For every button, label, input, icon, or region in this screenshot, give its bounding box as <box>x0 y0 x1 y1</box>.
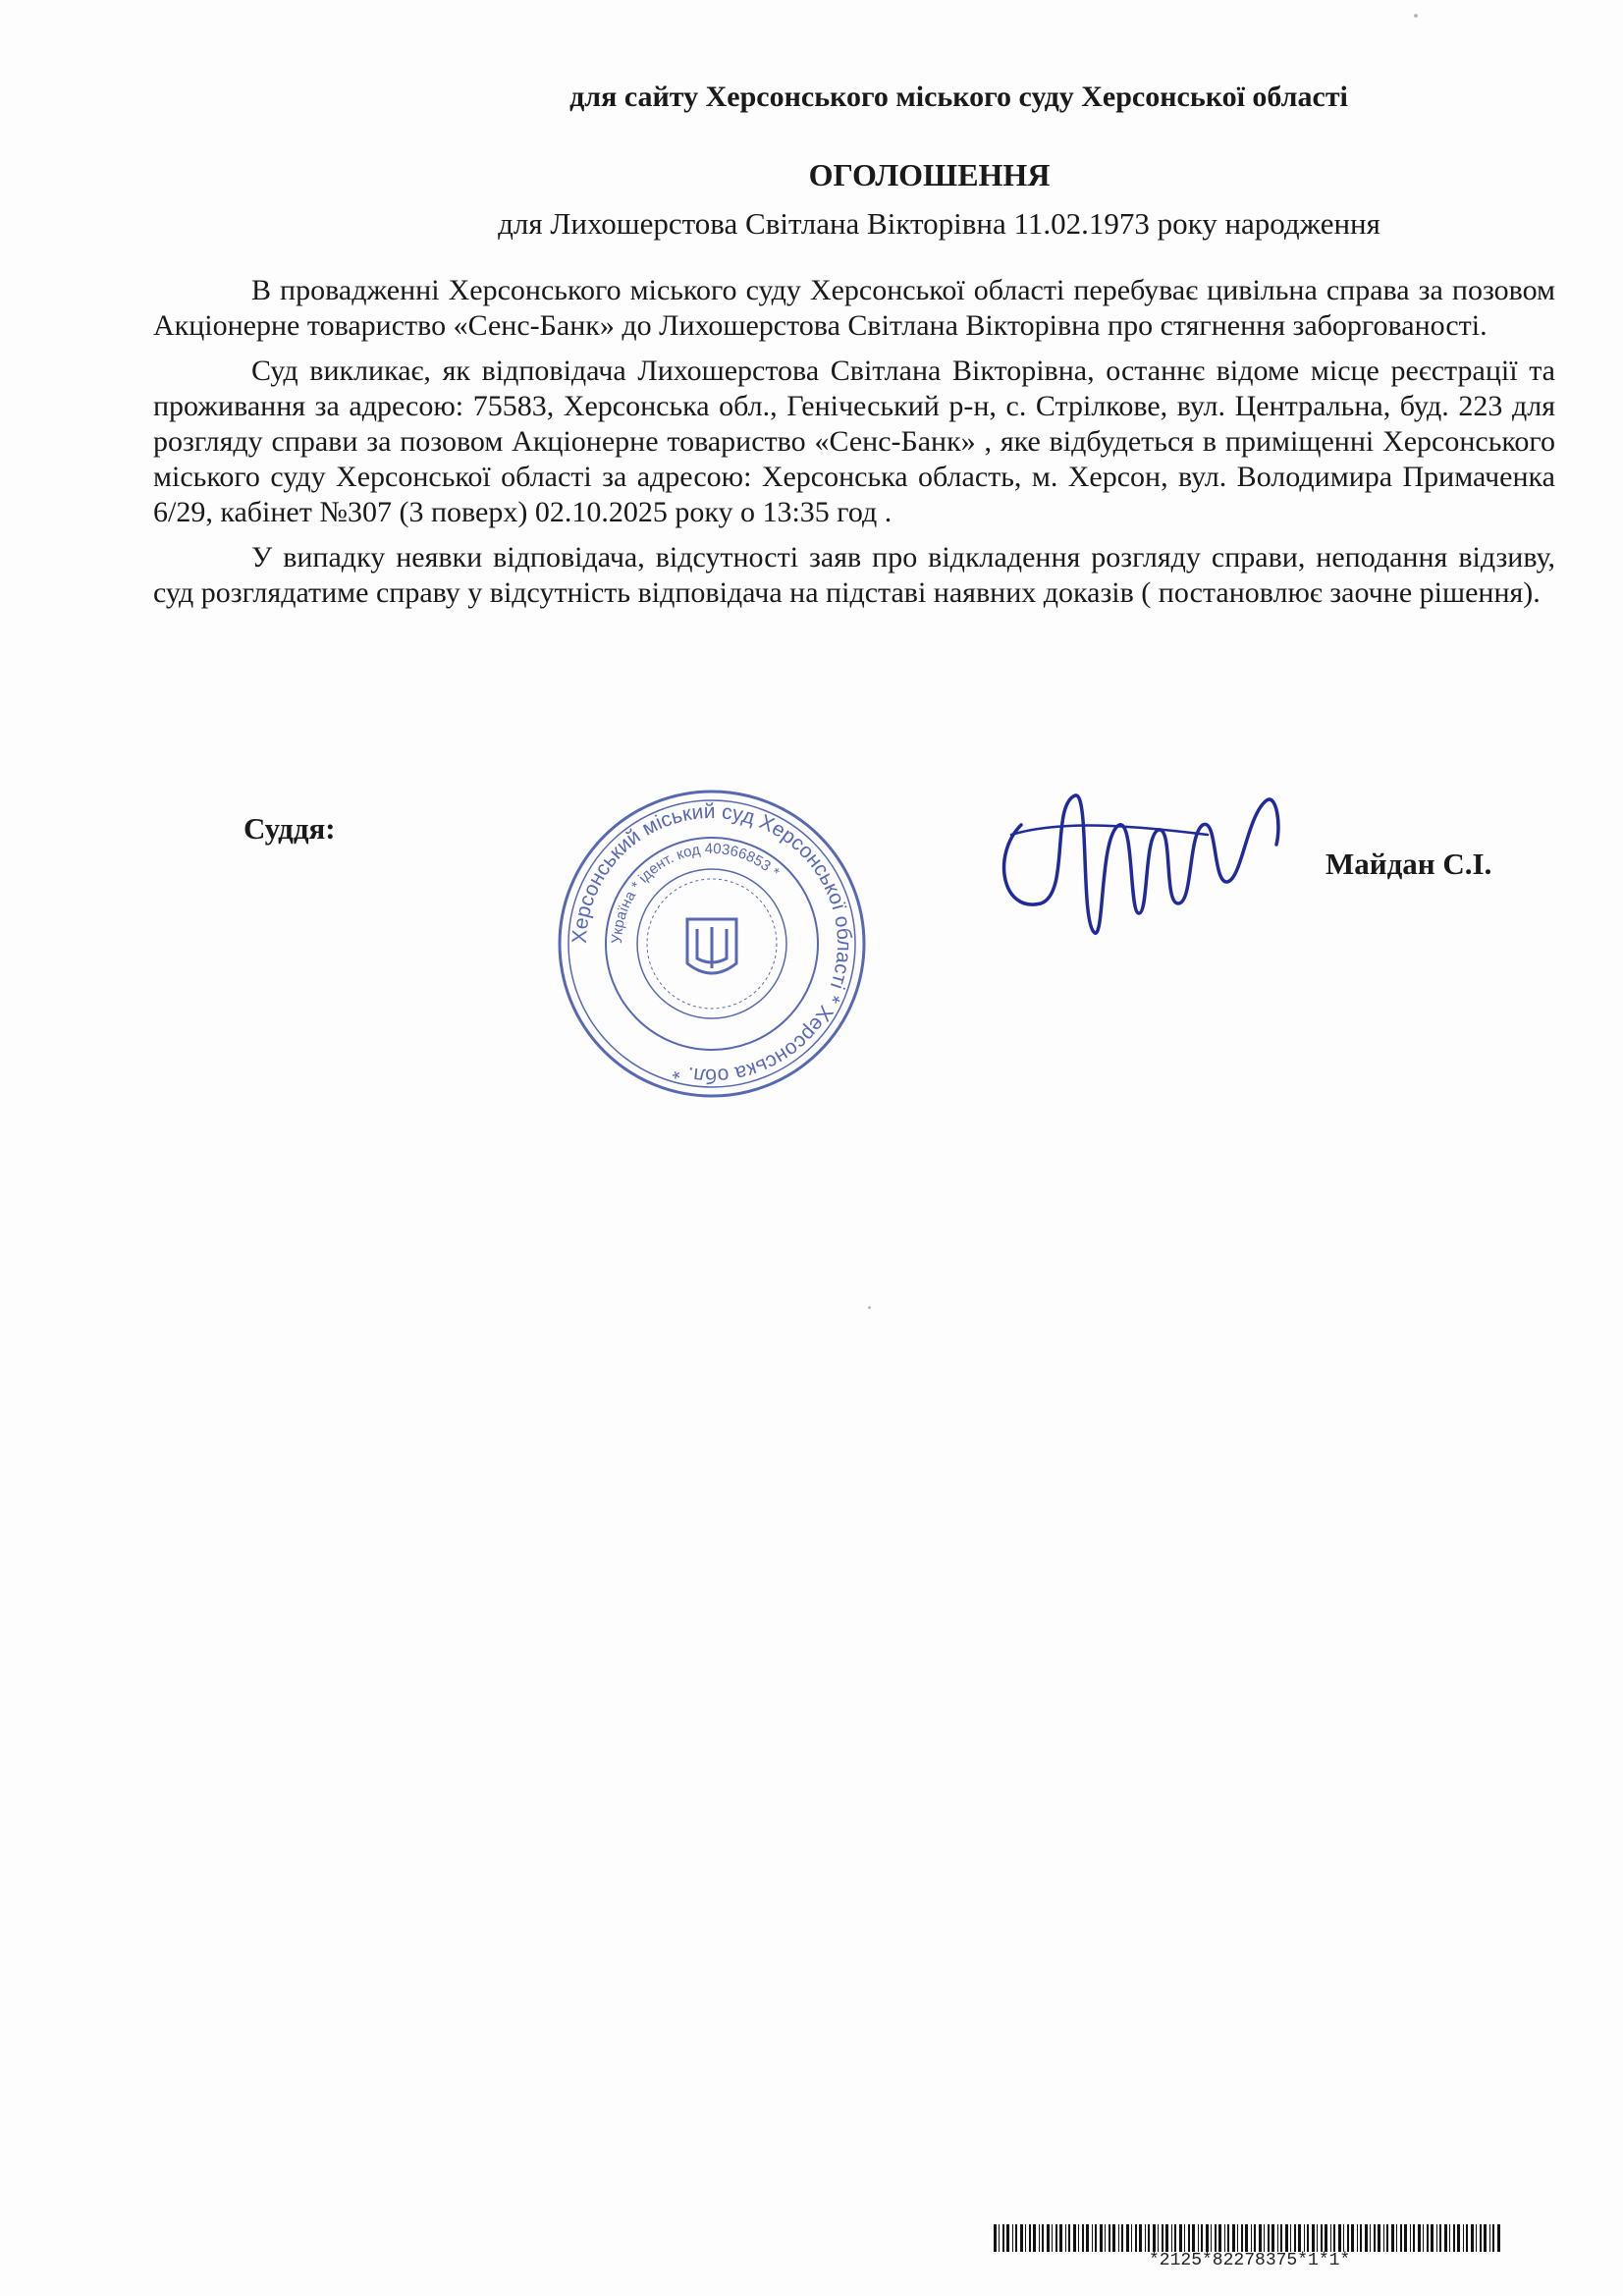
barcode-bar <box>1145 2224 1146 2252</box>
barcode-bar <box>1245 2224 1248 2252</box>
barcode-bar <box>1471 2224 1474 2252</box>
barcode-bar <box>1383 2224 1384 2252</box>
barcode-bar <box>1449 2224 1450 2252</box>
barcode-bar <box>1264 2224 1265 2252</box>
barcode-bar <box>1121 2224 1123 2252</box>
barcode-bar <box>1131 2224 1132 2252</box>
barcode-bar <box>1109 2224 1110 2252</box>
scan-speck <box>868 1306 871 1309</box>
barcode-bar <box>1277 2224 1278 2252</box>
barcode-bar <box>1184 2224 1185 2252</box>
barcode-bar <box>1386 2224 1388 2252</box>
barcode-bar <box>1400 2224 1402 2252</box>
barcode-bar <box>1457 2224 1460 2252</box>
barcode-bar <box>1271 2224 1274 2252</box>
barcode-bar <box>1086 2224 1089 2252</box>
barcode-bar <box>1241 2224 1243 2252</box>
barcode-bar <box>1259 2224 1262 2252</box>
barcode-bar <box>1338 2224 1341 2252</box>
barcode-bar <box>1033 2224 1036 2252</box>
barcode-bar <box>1039 2224 1040 2252</box>
barcode-bar <box>1006 2224 1009 2252</box>
document-subtitle: для Лихошерстова Світлана Вікторівна 11.02.1973 року народження <box>498 206 1380 241</box>
barcode-bar <box>1055 2224 1057 2252</box>
barcode-bar <box>1423 2224 1424 2252</box>
barcode-bar <box>1378 2224 1380 2252</box>
barcode-bar <box>1391 2224 1394 2252</box>
barcode-bar <box>1025 2224 1026 2252</box>
barcode-bar <box>1215 2224 1217 2252</box>
scan-speck <box>1414 14 1418 18</box>
seal-outer-text: Херсонський міський суд Херсонської області * Херсонська обл. * <box>568 799 856 1088</box>
barcode-bar <box>1463 2224 1464 2252</box>
judge-name: Майдан С.І. <box>1325 847 1492 881</box>
barcode-bar <box>1410 2224 1411 2252</box>
barcode-text: *2125*82278375*1*1* <box>1149 2251 1351 2270</box>
barcode-bar <box>1068 2224 1070 2252</box>
barcode-bar <box>1466 2224 1468 2252</box>
barcode-bar <box>1118 2224 1119 2252</box>
barcode-bar <box>1484 2224 1487 2252</box>
barcode-bar <box>1307 2224 1309 2252</box>
barcode <box>994 2224 1504 2252</box>
barcode-bar <box>1218 2224 1221 2252</box>
barcode-bar <box>1201 2224 1203 2252</box>
barcode-bar <box>1365 2224 1368 2252</box>
barcode-bar <box>1427 2224 1429 2252</box>
barcode-bar <box>1082 2224 1084 2252</box>
barcode-bar <box>1492 2224 1494 2252</box>
barcode-bar <box>1112 2224 1115 2252</box>
barcode-bar <box>1179 2224 1182 2252</box>
barcode-bar <box>1268 2224 1270 2252</box>
barcode-bar <box>1370 2224 1371 2252</box>
barcode-bar <box>1347 2224 1349 2252</box>
barcode-bar <box>1092 2224 1093 2252</box>
barcode-bar <box>1148 2224 1150 2252</box>
paragraph-absence: У випадку неявки відповідача, відсутності заяв про відкладення розгляду справи, неподання відзиву, суд розглядатиме справу у відсутність відповідача на підставі наявних доказів ( постановлює заочне рішення). <box>153 541 1555 609</box>
barcode-bar <box>1047 2224 1050 2252</box>
barcode-bar <box>1126 2224 1129 2252</box>
barcode-bar <box>1095 2224 1097 2252</box>
barcode-bar <box>1431 2224 1434 2252</box>
barcode-bar <box>1002 2224 1004 2252</box>
barcode-bar <box>1042 2224 1044 2252</box>
barcode-bar <box>1439 2224 1441 2252</box>
barcode-bar <box>1436 2224 1437 2252</box>
barcode-bar <box>1298 2224 1301 2252</box>
barcode-bar <box>1188 2224 1190 2252</box>
barcode-bar <box>1290 2224 1291 2252</box>
document-title: ОГОЛОШЕННЯ <box>808 157 1051 192</box>
barcode-bar <box>1333 2224 1335 2252</box>
barcode-bar <box>1158 2224 1159 2252</box>
barcode-bar <box>1012 2224 1013 2252</box>
paragraph-summons: Суд викликає, як відповідача Лихошерстова Світлана Вікторівна, останнє відоме місце реєстрації та проживання за адресою: 75583, Херсонська обл., Генічеський р-н, с. Стрілкове, вул. Центральна, буд. 223 для розгляду справи за позовом Акціонерне товариство «Сенс-Банк» , яке відбудеться в приміщенні Херсонського міського суду Херсонської області за адресою: Херсонська область, м. Херсон, вул. Володимира Примаченка 6/29, кабінет №307 (3 поверх) 02.10.2025 року о 13:35 год . <box>153 355 1555 528</box>
barcode-bar <box>1317 2224 1318 2252</box>
barcode-bar <box>1100 2224 1103 2252</box>
barcode-bar <box>1285 2224 1288 2252</box>
barcode-bar <box>1294 2224 1296 2252</box>
barcode-bar <box>1065 2224 1066 2252</box>
barcode-bar <box>1224 2224 1225 2252</box>
barcode-bar <box>1312 2224 1315 2252</box>
barcode-bar <box>1211 2224 1212 2252</box>
barcode-bar <box>1232 2224 1235 2252</box>
barcode-bar <box>1165 2224 1168 2252</box>
barcode-bar <box>1015 2224 1017 2252</box>
barcode-bar <box>1343 2224 1344 2252</box>
barcode-bar <box>1174 2224 1176 2252</box>
barcode-bar <box>1206 2224 1209 2252</box>
barcode-bar <box>1237 2224 1238 2252</box>
barcode-bar <box>1330 2224 1331 2252</box>
barcode-bar <box>1171 2224 1172 2252</box>
barcode-bar <box>1059 2224 1062 2252</box>
barcode-bar <box>1073 2224 1076 2252</box>
paragraph-case: В провадженні Херсонського міського суду Херсонської області перебуває цивільна справа за позовом Акціонерне товариство «Сенс-Банк» до Лихошерстова Світлана Вікторівна про стягнення заборгованості. <box>153 274 1555 342</box>
barcode-bar <box>1078 2224 1079 2252</box>
barcode-bar <box>1254 2224 1256 2252</box>
barcode-bar <box>1489 2224 1490 2252</box>
trident-emblem-icon <box>687 919 736 973</box>
document-header: для сайту Херсонського міського суду Херсонської області <box>569 81 1348 113</box>
barcode-bar <box>994 2224 997 2252</box>
barcode-bar <box>1105 2224 1106 2252</box>
barcode-bar <box>1404 2224 1407 2252</box>
barcode-bar <box>1453 2224 1455 2252</box>
judge-signature <box>982 766 1316 953</box>
barcode-bar <box>1321 2224 1323 2252</box>
barcode-bar <box>1357 2224 1358 2252</box>
barcode-bar <box>1135 2224 1137 2252</box>
document-body <box>153 273 1555 621</box>
barcode-bar <box>1139 2224 1142 2252</box>
barcode-bar <box>1497 2224 1500 2252</box>
barcode-bar <box>1476 2224 1477 2252</box>
barcode-bar <box>1227 2224 1229 2252</box>
barcode-bar <box>1029 2224 1031 2252</box>
barcode-bar <box>1251 2224 1252 2252</box>
barcode-bar <box>1153 2224 1156 2252</box>
barcode-bar <box>1374 2224 1376 2252</box>
barcode-bar <box>1020 2224 1023 2252</box>
seal-inner-text: Україна * ідент. код 40366853 * <box>608 840 783 945</box>
barcode-bar <box>1304 2224 1305 2252</box>
barcode-bar <box>1162 2224 1163 2252</box>
barcode-bar <box>1418 2224 1421 2252</box>
judge-label: Суддя: <box>243 811 336 846</box>
barcode-bar <box>1351 2224 1354 2252</box>
barcode-bar <box>1480 2224 1482 2252</box>
barcode-bar <box>999 2224 1000 2252</box>
barcode-bar <box>1396 2224 1397 2252</box>
barcode-bar <box>1052 2224 1053 2252</box>
barcode-bar <box>1280 2224 1282 2252</box>
barcode-bar <box>1198 2224 1199 2252</box>
barcode-bar <box>1192 2224 1195 2252</box>
barcode-bar <box>1360 2224 1362 2252</box>
barcode-bar <box>1444 2224 1447 2252</box>
barcode-bar <box>1413 2224 1415 2252</box>
barcode-bar <box>1325 2224 1327 2252</box>
court-seal-stamp <box>550 782 874 1106</box>
